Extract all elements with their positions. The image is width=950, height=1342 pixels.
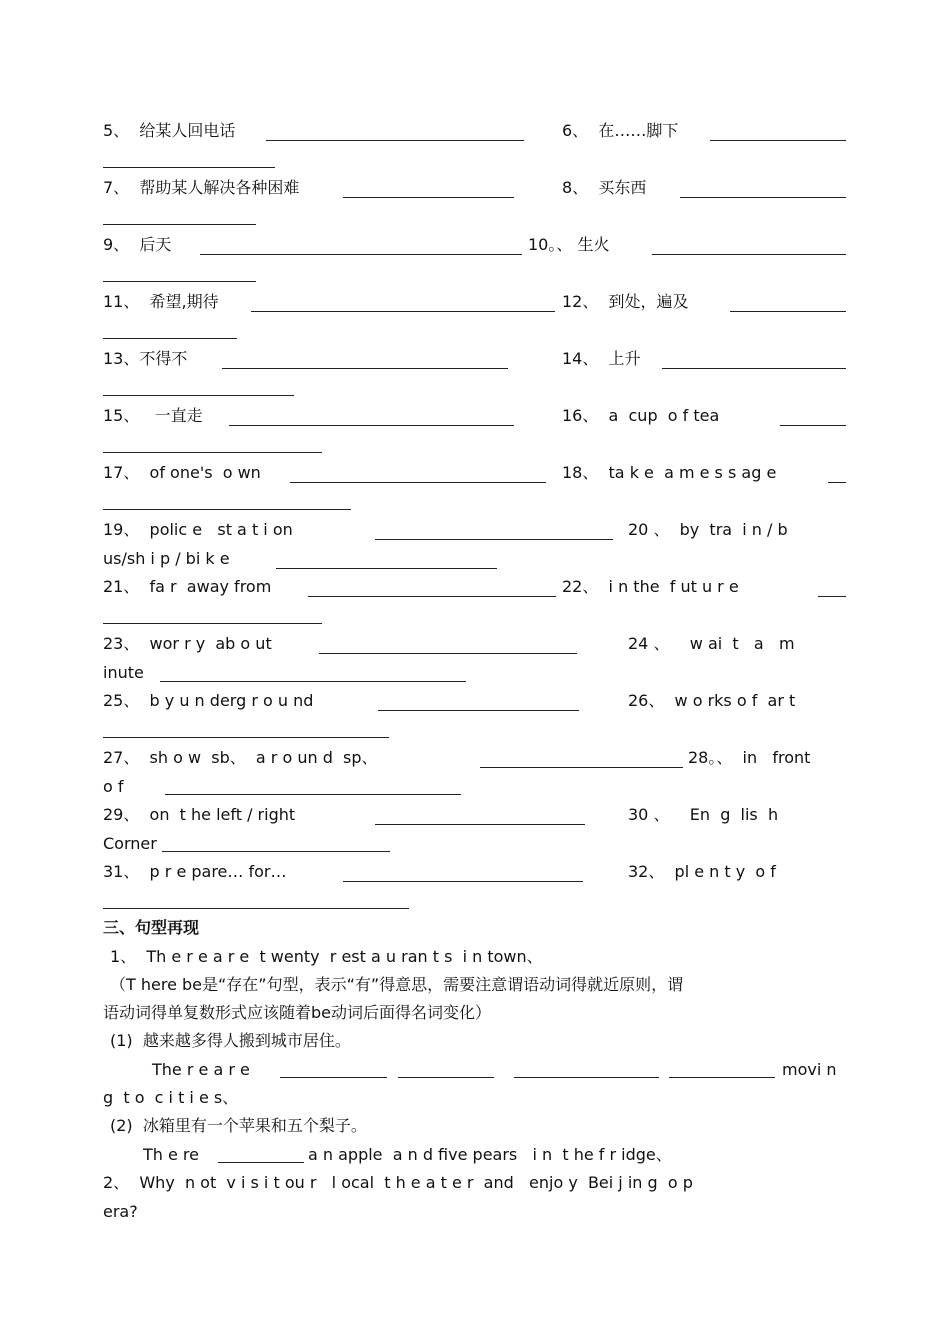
question-1-blank-4[interactable]: [669, 1077, 775, 1078]
question-2-start: Th e re: [143, 1145, 199, 1164]
answer-blank-15[interactable]: [229, 425, 514, 426]
phrase-11: 11、 希望,期待: [103, 292, 219, 311]
phrase-32: 32、 pl e n t y o f: [628, 862, 776, 881]
phrase-29: 29、 on t he left / right: [103, 805, 296, 824]
answer-blank-8-cont[interactable]: [103, 224, 256, 225]
phrase-18: 18、 ta k e a m e s s ag e: [562, 463, 777, 482]
question-1-end: g t o c i t i e s、: [103, 1088, 239, 1107]
answer-blank-27[interactable]: [480, 767, 683, 768]
question-1-blank-2[interactable]: [398, 1077, 494, 1078]
answer-blank-26[interactable]: [103, 737, 389, 738]
answer-blank-25[interactable]: [378, 710, 579, 711]
phrase-6: 6、 在……脚下: [562, 121, 679, 140]
question-2: (2) 冰箱里有一个苹果和五个梨子。: [110, 1116, 367, 1135]
phrase-28-wrap: o f: [103, 777, 124, 796]
answer-blank-14-cont[interactable]: [103, 395, 294, 396]
phrase-8: 8、 买东西: [562, 178, 647, 197]
answer-blank-12[interactable]: [730, 311, 846, 312]
answer-blank-16-cont[interactable]: [103, 452, 322, 453]
answer-blank-17[interactable]: [290, 482, 546, 483]
pattern-1-note-cont: 语动词得单复数形式应该随着be动词后面得名词变化）: [103, 1003, 492, 1022]
answer-blank-9[interactable]: [200, 254, 522, 255]
answer-blank-28[interactable]: [165, 794, 461, 795]
phrase-17: 17、 of one's o wn: [103, 463, 261, 482]
answer-blank-7[interactable]: [343, 197, 514, 198]
phrase-23: 23、 wor r y ab o ut: [103, 634, 272, 653]
answer-blank-22-cont[interactable]: [103, 623, 322, 624]
phrase-28: 28。、 in front: [688, 748, 811, 767]
answer-blank-12-cont[interactable]: [103, 338, 237, 339]
answer-blank-20[interactable]: [276, 568, 497, 569]
section-title: 三、句型再现: [103, 918, 200, 937]
pattern-2: 2、 Why n ot v i s i t ou r l ocal t h e a t e r and enjo y Bei j in g o p: [103, 1173, 693, 1192]
phrase-13: 13、不得不: [103, 349, 188, 368]
answer-blank-21[interactable]: [308, 596, 556, 597]
phrase-19: 19、 polic e st a t i on: [103, 520, 293, 539]
question-1-blank-3[interactable]: [514, 1077, 659, 1078]
phrase-14: 14、 上升: [562, 349, 641, 368]
answer-blank-6[interactable]: [710, 140, 846, 141]
answer-blank-30[interactable]: [162, 851, 390, 852]
question-2-end: a n apple a n d five pears i n t he f r idge、: [308, 1145, 672, 1164]
phrase-27: 27、 sh o w sb、 a r o un d sp、: [103, 748, 378, 767]
pattern-2-cont: era?: [103, 1202, 138, 1221]
answer-blank-8[interactable]: [680, 197, 846, 198]
phrase-31: 31、 p r e pare… for…: [103, 862, 287, 881]
answer-blank-6-cont[interactable]: [103, 167, 275, 168]
answer-blank-31[interactable]: [343, 881, 583, 882]
question-1: (1) 越来越多得人搬到城市居住。: [110, 1031, 351, 1050]
answer-blank-10-cont[interactable]: [103, 281, 256, 282]
phrase-20: 20 、 by tra i n / b: [628, 520, 788, 539]
phrase-24: 24 、 w ai t a m: [628, 634, 795, 653]
phrase-9: 9、 后天: [103, 235, 172, 254]
answer-blank-19[interactable]: [375, 539, 613, 540]
answer-blank-22[interactable]: [818, 596, 846, 597]
answer-blank-5[interactable]: [266, 140, 524, 141]
phrase-12: 12、 到处，遍及: [562, 292, 689, 311]
answer-blank-13[interactable]: [222, 368, 508, 369]
phrase-7: 7、 帮助某人解决各种困难: [103, 178, 300, 197]
phrase-20-wrap: us/sh i p / bi k e: [103, 549, 230, 568]
phrase-25: 25、 b y u n derg r o u nd: [103, 691, 314, 710]
pattern-1-note: （T here be是“存在”句型，表示“有”得意思，需要注意谓语动词得就近原则，谓: [110, 975, 684, 994]
phrase-21: 21、 fa r away from: [103, 577, 272, 596]
phrase-30: 30 、 En g lis h: [628, 805, 779, 824]
answer-blank-24[interactable]: [160, 681, 466, 682]
phrase-15: 15、 一直走: [103, 406, 203, 425]
phrase-10: 10。、 生火: [528, 235, 610, 254]
answer-blank-23[interactable]: [319, 653, 577, 654]
question-2-blank[interactable]: [218, 1162, 304, 1163]
answer-blank-29[interactable]: [375, 824, 585, 825]
phrase-16: 16、 a cup o f tea: [562, 406, 720, 425]
question-1-mid: movi n: [782, 1060, 837, 1079]
question-1-start: The r e a r e: [152, 1060, 250, 1079]
question-1-blank-1[interactable]: [280, 1077, 387, 1078]
phrase-26: 26、 w o rks o f ar t: [628, 691, 796, 710]
phrase-5: 5、 给某人回电话: [103, 121, 236, 140]
answer-blank-11[interactable]: [251, 311, 555, 312]
answer-blank-32[interactable]: [103, 908, 409, 909]
phrase-24-wrap: inute: [103, 663, 144, 682]
answer-blank-16[interactable]: [780, 425, 846, 426]
phrase-22: 22、 i n the f ut u r e: [562, 577, 739, 596]
phrase-30-wrap: Corner: [103, 834, 157, 853]
answer-blank-18-cont[interactable]: [103, 509, 351, 510]
answer-blank-18[interactable]: [828, 482, 846, 483]
answer-blank-14[interactable]: [662, 368, 846, 369]
pattern-1: 1、 Th e r e a r e t wenty r est a u ran t s i n town、: [110, 947, 543, 966]
answer-blank-10[interactable]: [652, 254, 846, 255]
